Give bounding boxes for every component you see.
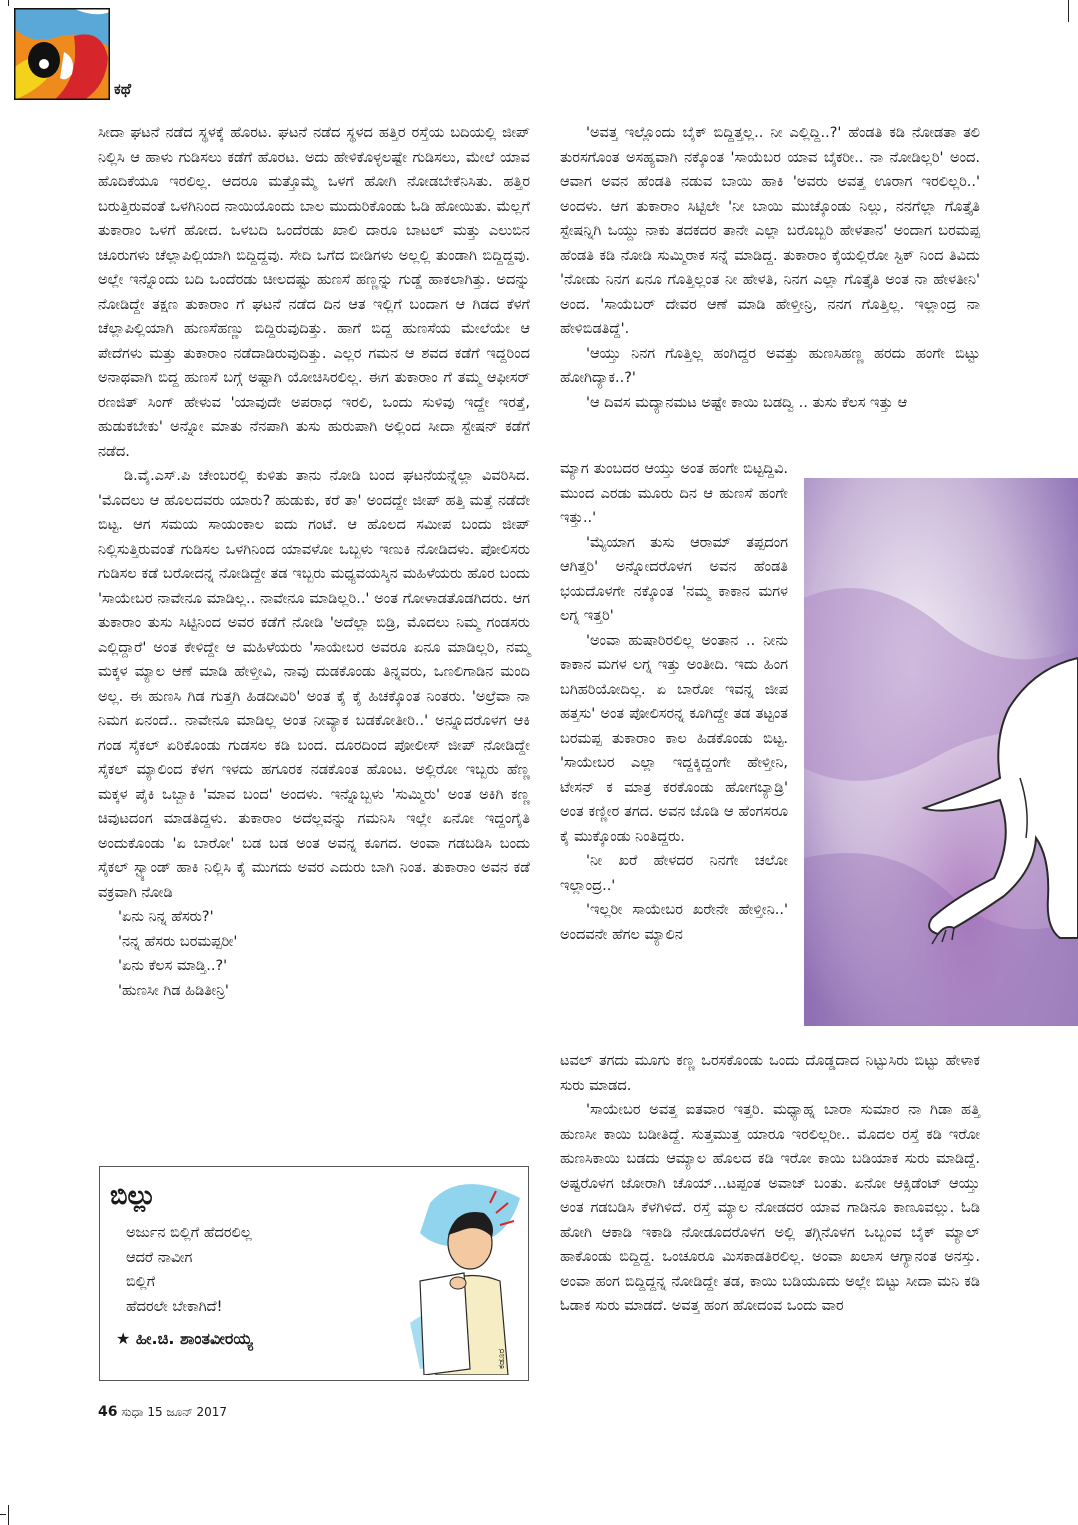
cartoon-illustration	[400, 1173, 524, 1375]
paragraph: ಸೀದಾ ಘಟನೆ ನಡೆದ ಸ್ಥಳಕ್ಕೆ ಹೊರಟ. ಘಟನೆ ನಡೆದ ಸ್ಥಳದ ಹತ್ತಿರ ರಸ್ತೆಯ ಬದಿಯಲ್ಲಿ ಜೀಪ್ ನಿಲ್ಲಿಸಿ ಆ ಹಾಳು ಗುಡಿಸಲು ಕಡೆಗೆ ಹೊರಟ. ಅದು ಹೇಳಿಕೊಳ್ಳಲಷ್ಟೇ ಗುಡಿಸಲು, ಮೇಲೆ ಯಾವ ಹೊದಿಕೆಯೂ ಇರಲಿಲ್ಲ. ಆದರೂ ಮತ್ತೊಮ್ಮೆ ಒಳಗೆ ಹೋಗಿ ನೋಡಬೇಕೆನಿಸಿತು. ಹತ್ತಿರ ಬರುತ್ತಿರುವಂತೆ ಒಳಗಿನಿಂದ ನಾಯಿಯೊಂದು ಬಾಲ ಮುದುರಿಕೊಂಡು ಓಡಿ ಹೋಯಿತು. ಮೆಲ್ಲಗೆ ತುಕಾರಾಂ ಒಳಗೆ ಹೋದ. ಒಳಬದಿ ಒಂದೆರಡು ಖಾಲಿ ದಾರೂ ಬಾಟಲ್ ಮತ್ತು ಎಲುಬಿನ ಚೂರುಗಳು ಚೆಲ್ಲಾಪಿಲ್ಲಿಯಾಗಿ ಬಿದ್ದಿದ್ದವು. ಸೇದಿ ಒಗೆದ ಬೀಡಿಗಳು ಅಲ್ಲಲ್ಲಿ ತುಂಡಾಗಿ ಬಿದ್ದಿದ್ದವು. ಅಲ್ಲೇ ಇನ್ನೊಂದು ಬದಿ ಒಂದೆರಡು ಚೀಲದಷ್ಟು ಹುಣಸೆ ಹಣ್ಣನ್ನು ಗುಡ್ಡೆ ಹಾಕಲಾಗಿತ್ತು. ಅದನ್ನು ನೋಡಿದ್ದೇ ತಕ್ಷಣ ತುಕಾರಾಂ ಗೆ ಘಟನೆ ನಡೆದ ದಿನ ಆತ ಇಲ್ಲಿಗೆ ಬಂದಾಗ ಆ ಗಿಡದ ಕೆಳಗೆ ಚೆಲ್ಲಾಪಿಲ್ಲಿಯಾಗಿ ಹುಣಸೆಹಣ್ಣು ಬಿದ್ದಿರುವುದಿತ್ತು. ಹಾಗೆ ಬಿದ್ದ ಹುಣಸೆಯ ಮೇಲೆಯೇ ಆ ಪೇದೆಗಳು ಮತ್ತು ತುಕಾರಾಂ ನಡೆದಾಡಿರುವುದಿತ್ತು. ಎಲ್ಲರ ಗಮನ ಆ ಶವದ ಕಡೆಗೆ ಇದ್ದರಿಂದ ಅನಾಥವಾಗಿ ಬಿದ್ದ ಹುಣಸೆ ಬಗ್ಗೆ ಅಷ್ಟಾಗಿ ಯೋಚಿಸಿರಲಿಲ್ಲ. ಈಗ ತುಕಾರಾಂ ಗೆ ತಮ್ಮ ಆಫೀಸರ್ ರಣಜಿತ್ ಸಿಂಗ್ ಹೇಳುವ 'ಯಾವುದೇ ಅಪರಾಧ ಇರಲಿ, ಒಂದು ಸುಳಿವು ಇದ್ದೇ ಇರತ್ತೆ, ಹುಡುಕಬೇಕು' ಅನ್ನೋ ಮಾತು ನೆನಪಾಗಿ ತುಸು ಹುರುಪಾಗಿ ಅಲ್ಲಿಂದ ಸೀದಾ ಸ್ಟೇಷನ್ ಕಡೆಗೆ ನಡೆದ.	[98, 125, 530, 460]
story-column-right-top	[560, 121, 980, 415]
story-column-right-bottom	[560, 1049, 980, 1319]
paragraph: 'ಸಾಯೇಬರ ಅವತ್ತ ಐತವಾರ ಇತ್ತರಿ. ಮಧ್ಯಾಹ್ನ ಬಾರಾ ಸುಮಾರ ನಾ ಗಿಡಾ ಹತ್ತಿ ಹುಣಸೀ ಕಾಯಿ ಬಡೀತಿದ್ದೆ. ಸುತ್ತಮುತ್ತ ಯಾರೂ ಇರಲಿಲ್ಲರೀ.. ಮೊದಲ ರಸ್ತೆ ಕಡಿ ಇರೋ ಹುಣಸಿಕಾಯಿ ಬಡದು ಆಮ್ಯಾಲ ಹೊಲದ ಕಡಿ ಇರೋ ಕಾಯಿ ಬಡಿಯಾಕ ಸುರು ಮಾಡಿದ್ದೆ. ಅಷ್ಟರೊಳಗ ಜೋರಾಗಿ ಚೊಯ್...ಟಪ್ಪಂತ ಅವಾಜ್ ಬಂತು. ಏನೋ ಆಕ್ಸಿಡೆಂಟ್ ಆಯ್ತು ಅಂತ ಗಡಬಡಿಸಿ ಕೆಳಗಿಳಿದೆ. ರಸ್ತೆ ಮ್ಯಾಲ ನೋಡದರ ಯಾವ ಗಾಡಿನೂ ಕಾಣೂವಲ್ಲು. ಓಡಿ ಹೋಗಿ ಆಕಾಡಿ ಇಕಾಡಿ ನೋಡೂದರೊಳಗ ಅಲ್ಲಿ ತಗ್ಗಿನೊಳಗ ಒಬ್ಬಂವ ಬೈಕ್ ಮ್ಯಾಲ್ ಹಾಕೊಂಡು ಬಿದ್ದಿದ್ದ. ಒಂಚೂರೂ ಮಿಸಕಾಡತಿರಲಿಲ್ಲ. ಅಂವಾ ಖಲಾಸ ಆಗ್ಯಾನಂತ ಅನಸ್ತು. ಅಂವಾ ಹಂಗ ಬಿದ್ದಿದ್ದನ್ನ ನೋಡಿದ್ದೇ ತಡ, ಕಾಯಿ ಬಡಿಯೂದು ಅಲ್ಲೇ ಬಿಟ್ಟು ಸೀದಾ ಮನಿ ಕಡಿ ಓಡಾಕ ಸುರು ಮಾಡದೆ. ಅವತ್ತ ಹಂಗ ಹೋದಂವ ಒಂದು ವಾರ	[560, 1102, 980, 1314]
poem-author	[116, 1329, 253, 1349]
dialogue-line: 'ಹುಣಸೀ ಗಿಡ ಹಿಡಿತೀನ್ರಿ'	[118, 982, 229, 999]
poem-lines	[126, 1221, 252, 1319]
poem-title: ಬಿಲ್ಲು	[110, 1181, 156, 1211]
story-column-left	[98, 121, 530, 1003]
dialogue-line: 'ನನ್ನ ಹೆಸರು ಬರಮಪ್ಪರೀ'	[118, 933, 238, 950]
paragraph: 'ಇಲ್ಲರೀ ಸಾಯೇಬರ ಖರೇನೇ ಹೇಳ್ತೀನಿ..' ಅಂದವನೇ ಹೆಗಲ ಮ್ಯಾಲಿನ	[560, 902, 788, 943]
page-footer	[98, 1404, 227, 1420]
paragraph: 'ಅವತ್ತ ಇಲ್ಲೊಂದು ಬೈಕ್ ಬಿದ್ದಿತ್ತಲ್ಲ.. ನೀ ಎಲ್ಲಿದ್ದಿ..?' ಹೆಂಡತಿ ಕಡಿ ನೋಡತಾ ತಲಿ ತುರಸಗೊಂತ ಅಸಹ್ಯವಾಗಿ ನಕ್ಕೊಂತ 'ಸಾಯೆಬರ ಯಾವ ಬೈಕರೀ.. ನಾ ನೋಡಿಲ್ಲರಿ' ಅಂದ. ಆವಾಗ ಅವನ ಹೆಂಡತಿ ನಡುವ ಬಾಯಿ ಹಾಕಿ 'ಅವರು ಅವತ್ತ ಊರಾಗ ಇರಲಿಲ್ಲರಿ..' ಅಂದಳು. ಆಗ ತುಕಾರಾಂ ಸಿಟ್ಟಿಲೇ 'ನೀ ಬಾಯಿ ಮುಚ್ಕೊಂಡು ನಿಲ್ಲು, ನನಗೆಲ್ಲಾ ಗೊತ್ತೈತಿ ಸ್ಟೇಷನ್ನಿಗಿ ಒಯ್ದು ನಾಕು ತದಕದರ ತಾನೇ ಎಲ್ಲಾ ಬರೊಬ್ಬರಿ ಹೇಳತಾನ' ಅಂದಾಗ ಬರಮಪ್ಪ ಹೆಂಡತಿ ಕಡಿ ನೋಡಿ ಸುಮ್ಮಿರಾಕ ಸನ್ನೆ ಮಾಡಿದ್ದ. ತುಕಾರಾಂ ಕೈಯಲ್ಲಿರೋ ಸ್ಟಿಕ್ ನಿಂದ ತಿವಿದು 'ನೋಡು ನಿನಗ ಏನೂ ಗೊತ್ತಿಲ್ಲಂತ ನೀ ಹೇಳತಿ, ನಿನಗ ಎಲ್ಲಾ ಗೊತ್ತೈತಿ ಅಂತ ನಾ ಹೇಳತೀನಿ' ಅಂದ. 'ಸಾಯೆಬರ್ ದೇವರ ಆಣೆ ಮಾಡಿ ಹೇಳ್ತೀನ್ರಿ, ನನಗ ಗೊತ್ತಿಲ್ಲ. ಇಲ್ಲಾಂದ್ರ ನಾ ಹೇಳಿಬಿಡತಿದ್ದೆ'.	[560, 125, 980, 337]
section-label: ಕಥೆ	[114, 80, 132, 98]
paragraph: 'ಅಂವಾ ಹುಷಾರಿರಲಿಲ್ಲ ಅಂತಾನ .. ನೀನು ಕಾಕಾನ ಮಗಳ ಲಗ್ನ ಇತ್ತು ಅಂತೀದಿ. ಇದು ಹಿಂಗ ಬಗಿಹರಿಯೋದಿಲ್ಲ. ಏ ಬಾರೋ ಇವನ್ನ ಜೀಪ ಹತ್ತಸು' ಅಂತ ಪೋಲಿಸರನ್ನ ಕೂಗಿದ್ದೇ ತಡ ತಟ್ಟಂತ ಬರಮಪ್ಪ ತುಕಾರಾಂ ಕಾಲ ಹಿಡಕೊಂಡು ಬಿಟ್ಟ. 'ಸಾಯೇಬರ ಎಲ್ಲಾ ಇದ್ದಕ್ಕಿದ್ದಂಗೇ ಹೇಳ್ತೀನಿ, ಟೇಸನ್ ಕ ಮಾತ್ರ ಕರಕೊಂಡು ಹೋಗಬ್ಯಾಡ್ರಿ' ಅಂತ ಕಣ್ಣೀರ ತಗದ. ಅವನ ಜೊಡಿ ಆ ಹೆಂಗಸರೂ ಕೈ ಮುಕ್ಕೊಂಡು ನಿಂತಿದ್ದರು.	[560, 632, 788, 845]
author-name: ಹೀ.ಚಿ. ಶಾಂತವೀರಯ್ಯ	[135, 1329, 253, 1348]
crop-mark	[1068, 0, 1069, 22]
section-logo	[14, 8, 110, 100]
paragraph: ಟವಲ್ ತಗದು ಮೂಗು ಕಣ್ಣ ಒರಸಕೊಂಡು ಒಂದು ದೊಡ್ಡದಾದ ನಿಟ್ಟುಸಿರು ಬಿಟ್ಟು ಹೇಳಾಕ ಸುರು ಮಾಡದ.	[560, 1053, 980, 1094]
crop-mark	[0, 1514, 6, 1515]
poem-line: ಆದರೆ ನಾವೀಗ	[126, 1249, 193, 1266]
story-illustration	[804, 478, 1078, 1026]
poem-box	[99, 1166, 529, 1381]
page-number: 46	[98, 1404, 118, 1420]
story-column-right-narrow	[560, 457, 788, 947]
crop-mark	[8, 0, 9, 6]
paragraph: 'ಆ ದಿವಸ ಮದ್ಯಾನಮಟ ಅಷ್ಟೇ ಕಾಯಿ ಬಡದ್ವಿ .. ತುಸು ಕೆಲಸ ಇತ್ತು ಆ	[586, 394, 908, 411]
poem-line: ಹೆದರಲೇ ಬೇಕಾಗಿದೆ!	[126, 1298, 223, 1315]
magazine-name: ಸುಧಾ	[121, 1405, 144, 1419]
poem-line: ಬಿಲ್ಲಿಗೆ	[126, 1274, 156, 1290]
paragraph: 'ಆಯ್ತು ನಿನಗ ಗೊತ್ತಿಲ್ಲ ಹಂಗಿದ್ದರ ಅವತ್ತು ಹುಣಸಿಹಣ್ಣ ಹರದು ಹಂಗೇ ಬಿಟ್ಟು ಹೋಗಿದ್ಯಾಕ..?'	[560, 345, 980, 386]
issue-date: 15 ಜೂನ್	[147, 1405, 193, 1419]
dialogue-line: 'ಏನು ನಿನ್ನ ಹೆಸರು?'	[118, 909, 214, 925]
poem-line: ಅರ್ಜುನ ಬಿಲ್ಲಿಗೆ ಹೆದರಲಿಲ್ಲ	[126, 1225, 252, 1241]
paragraph: ಡಿ.ವೈ.ಎಸ್.ಪಿ ಚೇಂಬರಲ್ಲಿ ಕುಳಿತು ತಾನು ನೋಡಿ ಬಂದ ಘಟನೆಯನ್ನೆಲ್ಲಾ ವಿವರಿಸಿದ. 'ಮೊದಲು ಆ ಹೊಲದವರು ಯಾರು? ಹುಡುಕು, ಕರೆ ತಾ' ಅಂದದ್ದೇ ಜೀಪ್ ಹತ್ತಿ ಮತ್ತೆ ನಡೆದೇ ಬಿಟ್ಟ. ಆಗ ಸಮಯ ಸಾಯಂಕಾಲ ಐದು ಗಂಟೆ. ಆ ಹೊಲದ ಸಮೀಪ ಬಂದು ಜೀಪ್ ನಿಲ್ಲಿಸುತ್ತಿರುವಂತೆ ಗುಡಿಸಲ ಒಳಗಿನಿಂದ ಯಾವಳೋ ಒಬ್ಬಳು ಇಣುಕಿ ನೋಡಿದಳು. ಪೋಲಿಸರು ಗುಡಿಸಲ ಕಡೆ ಬರೋದನ್ನ ನೋಡಿದ್ದೇ ತಡ ಇಬ್ಬರು ಮಧ್ಯವಯಸ್ಕಿನ ಮಹಿಳೆಯರು ಹೊರ ಬಂದು 'ಸಾಯೇಬರ ನಾವೇನೂ ಮಾಡಿಲ್ಲ.. ನಾವೇನೂ ಮಾಡಿಲ್ಲರಿ..' ಅಂತ ಗೋಳಾಡತೊಡಗಿದರು. ಆಗ ತುಕಾರಾಂ ತುಸು ಸಿಟ್ಟಿನಿಂದ ಅವರ ಕಡೆಗೆ ನೋಡಿ 'ಅದೆಲ್ಲಾ ಬಿಡ್ರಿ, ಮೊದಲು ನಿಮ್ಮ ಗಂಡಸರು ಎಲ್ಲಿದ್ದಾರೆ' ಅಂತ ಕೇಳಿದ್ದೇ ಆ ಮಹಿಳೆಯರು 'ಸಾಯೇಬರ ಅವರೂ ಏನೂ ಮಾಡಿಲ್ಲರಿ, ನಮ್ಮ ಮಕ್ಕಳ ಮ್ಯಾಲ ಆಣೆ ಮಾಡಿ ಹೇಳ್ತೀವಿ, ನಾವು ದುಡಕೊಂಡು ತಿನ್ನವರು, ಒಣಲಿಗಾಡಿನ ಮಂದಿ ಅಲ್ಲ. ಈ ಹುಣಸಿ ಗಿಡ ಗುತ್ತಗಿ ಹಿಡದೀವಿರಿ' ಅಂತ ಕೈ ಕೈ ಹಿಚಕ್ಕೊಂತ ನಿಂತರು. 'ಅಲ್ರೆವಾ ನಾ ನಿಮಗ ಏನಂದೆ.. ನಾವೇನೂ ಮಾಡಿಲ್ಲ ಅಂತ ನೀವ್ಯಾಕ ಬಡಕೋತೀರಿ..' ಅನ್ನೂದರೊಳಗ ಆಕಿ ಗಂಡ ಸೈಕಲ್ ಏರಿಕೊಂಡು ಗುಡಸಲ ಕಡಿ ಬಂದ. ದೂರದಿಂದ ಪೋಲೀಸ್ ಜೀಪ್ ನೋಡಿದ್ದೇ ಸೈಕಲ್ ಮ್ಯಾಲಿಂದ ಕೆಳಗ ಇಳದು ಹಗೂರಕ ನಡಕೊಂತ ಹೊಂಟ. ಅಲ್ಲಿರೋ ಇಬ್ಬರು ಹೆಣ್ಣ ಮಕ್ಕಳ ಪೈಕಿ ಒಬ್ಬಾಕಿ 'ಮಾವ ಬಂದ' ಅಂದಳು. ಇನ್ನೊಬ್ಬಳು 'ಸುಮ್ಮಿರು' ಅಂತ ಅಕಿಗಿ ಕಣ್ಣ ಚಿವುಟದಂಗ ಮಾಡತಿದ್ದಳು. ತುಕಾರಾಂ ಅದೆಲ್ಲವನ್ನು ಗಮನಿಸಿ ಇಲ್ಲೇ ಏನೋ ಇದ್ದಂಗೈತಿ ಅಂದುಕೊಂಡು 'ಏ ಬಾರೋ' ಬಡ ಬಡ ಅಂತ ಅವನ್ನ ಕೂಗದ. ಅಂವಾ ಗಡಬಡಿಸಿ ಬಂದು ಸೈಕಲ್ ಸ್ಟ್ಯಾಂಡ್ ಹಾಕಿ ನಿಲ್ಲಿಸಿ ಕೈ ಮುಗದು ಅವರ ಎದುರು ಬಾಗಿ ನಿಂತ. ತುಕಾರಾಂ ಅವನ ಕಡೆ ವಕ್ರವಾಗಿ ನೋಡಿ	[98, 468, 530, 901]
paragraph: ಮ್ಯಾಗ ತುಂಬದರ ಆಯ್ತು ಅಂತ ಹಂಗೇ ಬಿಟ್ಟದ್ದಿವಿ. ಮುಂದ ಎರಡು ಮೂರು ದಿನ ಆ ಹುಣಸೆ ಹಂಗೇ ಇತ್ತು..'	[560, 461, 788, 526]
star-icon: ★	[116, 1329, 131, 1348]
artist-signature: ಕಡೂರ	[497, 1348, 507, 1369]
crop-mark	[8, 1505, 9, 1525]
paragraph: 'ನೀ ಖರೆ ಹೇಳದರ ನಿನಗೇ ಚಲೋ ಇಲ್ಲಾಂದ್ರ..'	[560, 853, 788, 894]
paragraph: 'ಮ್ಯೆಯಾಗ ತುಸು ಆರಾಮ್ ತಪ್ಪದಂಗ ಆಗಿತ್ತರಿ' ಅನ್ನೋದರೊಳಗ ಅವನ ಹೆಂಡತಿ ಭಯದೊಳಗೇ ನಕ್ಕೊಂತ 'ನಮ್ಮ ಕಾಕಾನ ಮಗಳ ಲಗ್ನ ಇತ್ತರಿ'	[560, 534, 788, 624]
dialogue-line: 'ಏನು ಕೆಲಸ ಮಾಡ್ತಿ..?'	[118, 958, 228, 974]
issue-year: 2017	[196, 1405, 228, 1419]
